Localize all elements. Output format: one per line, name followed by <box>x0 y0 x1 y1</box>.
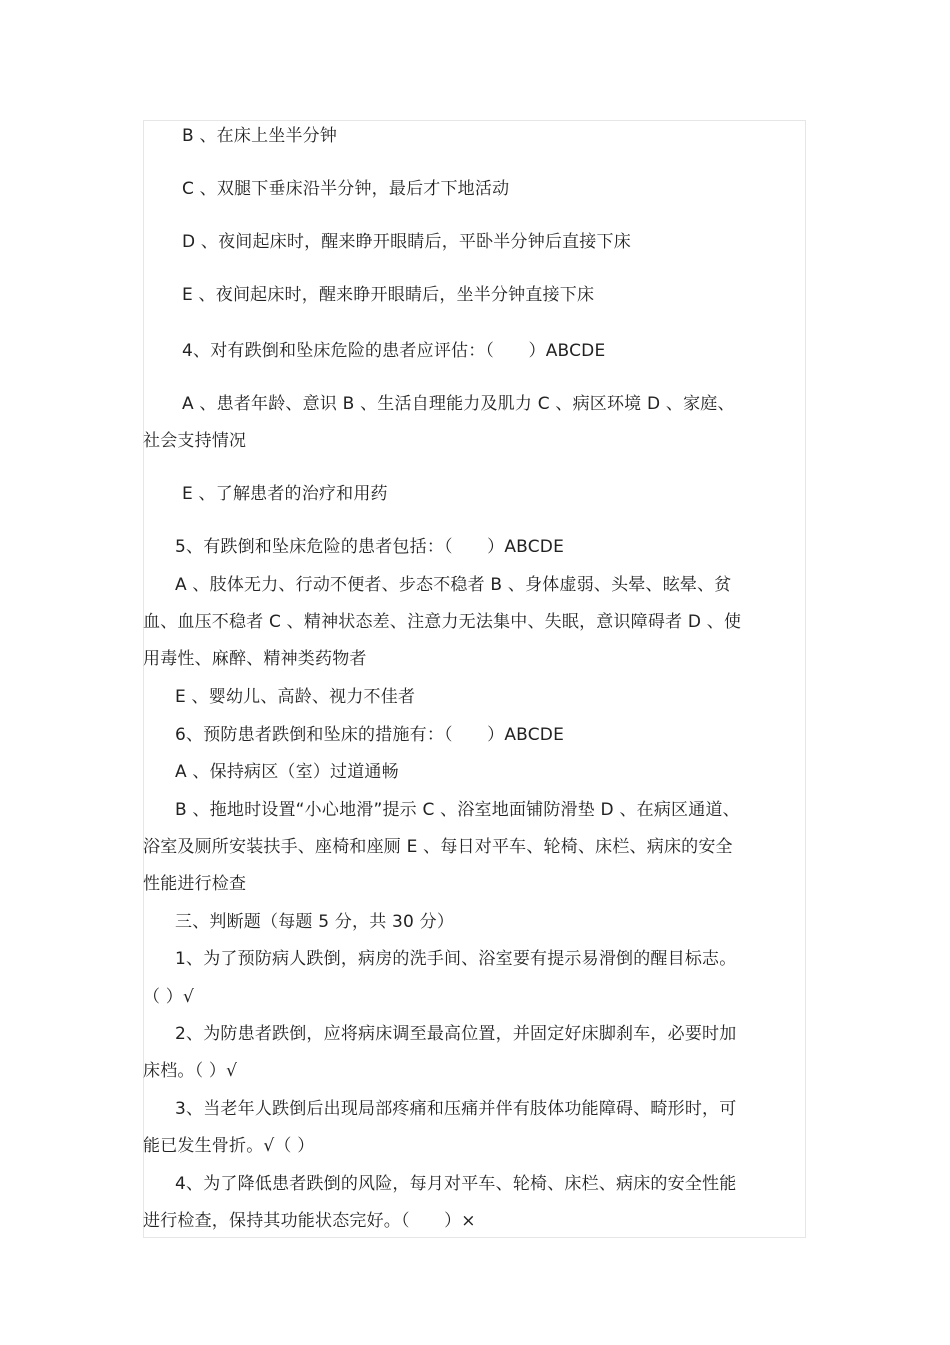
question-5-d-cont: 用毒性、麻醉、精神类药物者 <box>143 649 367 669</box>
judge-2-answer: 床档。（ ）√ <box>143 1061 238 1081</box>
question-5-ab: A 、肢体无力、行动不便者、步态不稳者 B 、身体虚弱、头晕、眩晕、贫 <box>175 575 732 595</box>
question-5-bcd: 血、血压不稳者 C 、精神状态差、注意力无法集中、失眠，意识障碍者 D 、使 <box>143 612 742 632</box>
question-4: 4、对有跌倒和坠床危险的患者应评估：（ ）ABCDE <box>182 341 606 361</box>
question-6-a: A 、保持病区（室）过道通畅 <box>175 762 399 782</box>
question-6-e-cont: 性能进行检查 <box>143 874 247 894</box>
judge-3-answer: 能已发生骨折。√（ ） <box>143 1136 315 1156</box>
question-6-de: 浴室及厕所安装扶手、座椅和座厕 E 、每日对平车、轮椅、床栏、病床的安全 <box>143 837 733 857</box>
option-3-b: B 、在床上坐半分钟 <box>182 126 338 146</box>
question-6-bcd: B 、拖地时设置“小心地滑”提示 C 、浴室地面铺防滑垫 D 、在病区通道、 <box>175 800 740 820</box>
judge-3: 3、当老年人跌倒后出现局部疼痛和压痛并伴有肢体功能障碍、畸形时，可 <box>175 1099 737 1119</box>
judge-1-answer: （ ）√ <box>143 987 195 1007</box>
judge-1: 1、为了预防病人跌倒，病房的洗手间、浴室要有提示易滑倒的醒目标志。 <box>175 949 737 969</box>
judge-2: 2、为防患者跌倒，应将病床调至最高位置，并固定好床脚刹车，必要时加 <box>175 1024 737 1044</box>
question-4-abcd: A 、患者年龄、意识 B 、生活自理能力及肌力 C 、病区环境 D 、家庭、 <box>182 394 735 414</box>
section-heading: 三、判断题（每题 5 分，共 30 分） <box>175 912 455 932</box>
option-3-d: D 、夜间起床时，醒来睁开眼睛后，平卧半分钟后直接下床 <box>182 232 631 252</box>
question-5-e: E 、婴幼儿、高龄、视力不佳者 <box>175 687 416 707</box>
question-5: 5、有跌倒和坠床危险的患者包括：（ ）ABCDE <box>175 537 565 557</box>
option-3-e: E 、夜间起床时，醒来睁开眼睛后，坐半分钟直接下床 <box>182 285 595 305</box>
judge-4: 4、为了降低患者跌倒的风险，每月对平车、轮椅、床栏、病床的安全性能 <box>175 1174 737 1194</box>
judge-4-answer: 进行检查，保持其功能状态完好。（ ）× <box>143 1211 476 1231</box>
question-6: 6、预防患者跌倒和坠床的措施有：（ ）ABCDE <box>175 725 565 745</box>
option-3-c: C 、双腿下垂床沿半分钟，最后才下地活动 <box>182 179 510 199</box>
question-4-e: E 、了解患者的治疗和用药 <box>182 484 388 504</box>
question-4-abcd-cont: 社会支持情况 <box>143 431 247 451</box>
